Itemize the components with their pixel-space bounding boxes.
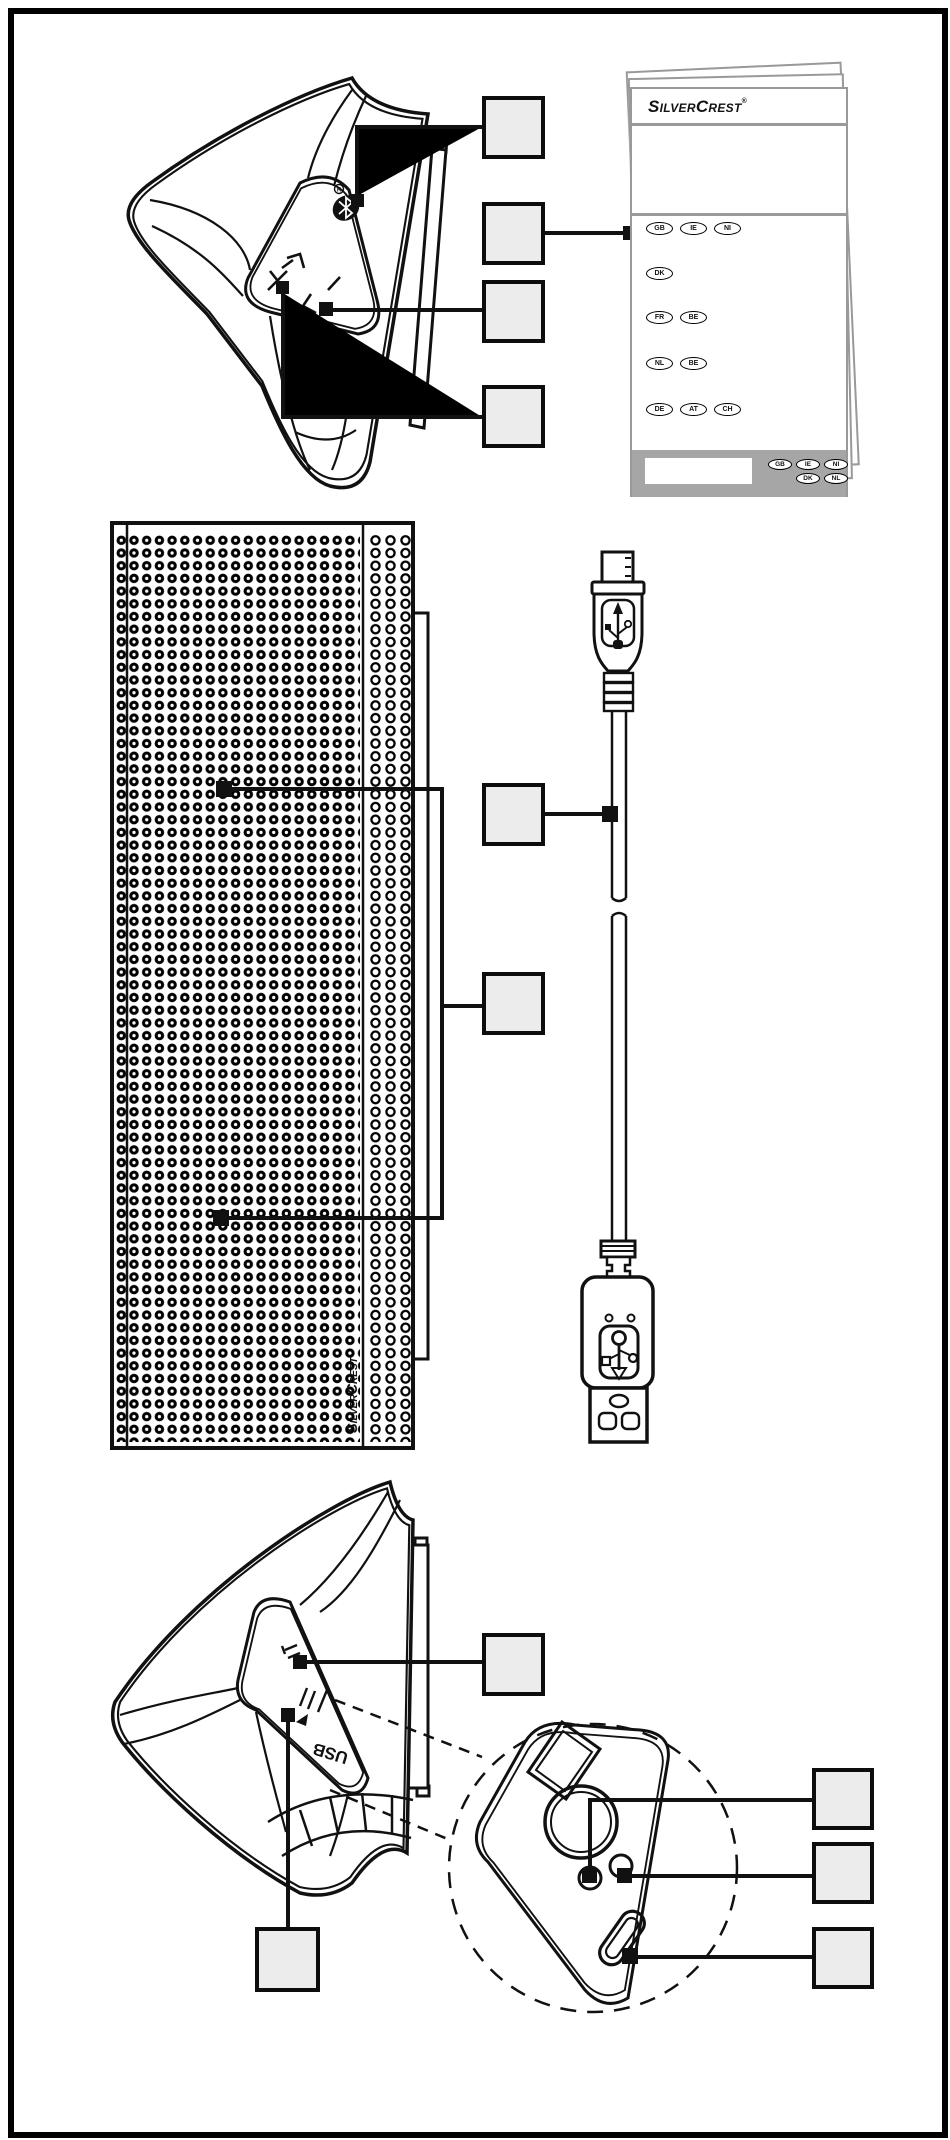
booklet-barcode-area — [645, 458, 752, 484]
language-badge: BE — [680, 311, 707, 324]
language-badge: DK — [796, 473, 820, 484]
language-row — [646, 267, 673, 280]
usb-cable — [582, 552, 653, 1442]
usb-a-hole — [610, 1395, 628, 1407]
callout-dot-mute — [276, 281, 289, 294]
language-badge: FR — [646, 311, 673, 324]
language-badge: NL — [646, 357, 673, 370]
language-row — [646, 222, 741, 235]
usb-a-dimple — [606, 1315, 613, 1322]
device-outline — [113, 1482, 413, 1895]
callout-box-usb-cable — [482, 783, 545, 846]
callout-box-call-button — [482, 280, 545, 343]
callout-dot-port-right — [617, 1868, 632, 1883]
usb-a-collar — [601, 1241, 635, 1257]
language-badge: DK — [646, 267, 673, 280]
grille-side-perforation — [368, 534, 412, 1442]
callout-box-small-port — [812, 1842, 874, 1904]
booklet-brand-logo: SilverCrest® — [648, 97, 748, 116]
callout-dot-usb-label — [281, 1708, 295, 1722]
strain-relief-rib — [604, 693, 633, 702]
language-badge: IE — [680, 222, 707, 235]
callout-dot-call — [319, 302, 333, 316]
callout-dot-usb-port — [622, 1948, 638, 1964]
quick-start-guide — [630, 87, 848, 497]
usb-a-hole — [622, 1413, 639, 1429]
booklet-footer-band — [632, 450, 846, 497]
usb-a-hole — [599, 1413, 616, 1429]
language-badge: GB — [768, 459, 792, 470]
booklet-rule — [632, 123, 846, 126]
booklet-front-page — [630, 87, 848, 497]
language-badge: NI — [714, 222, 741, 235]
callout-box-bluetooth-button — [482, 96, 545, 159]
usb-a-neck — [607, 1257, 630, 1277]
callout-box-micro-usb-port — [812, 1927, 874, 1989]
language-badge: IE — [796, 459, 820, 470]
language-badge: CH — [714, 403, 741, 416]
language-badge: GB — [646, 222, 673, 235]
language-badge: NL — [824, 473, 848, 484]
cable-wire — [612, 711, 626, 1241]
strain-relief-rib — [604, 673, 633, 682]
callout-dot-port-left — [582, 1868, 597, 1883]
language-row — [646, 311, 707, 324]
callout-dot-mic-1 — [216, 781, 232, 797]
footer-language-row — [796, 473, 848, 484]
panel-brand-vertical: SilverCrest — [345, 1357, 361, 1433]
callout-dot-controls — [293, 1655, 307, 1669]
language-row — [646, 357, 707, 370]
usb-a-dimple — [628, 1315, 635, 1322]
strain-relief-rib — [604, 703, 633, 711]
callout-box-usb-label — [255, 1927, 320, 1992]
callout-box-microphones — [482, 972, 545, 1035]
callout-dot-mic-2 — [213, 1210, 229, 1226]
language-badge: DE — [646, 403, 673, 416]
language-badge: NI — [824, 459, 848, 470]
language-row — [646, 403, 741, 416]
callout-dot-cable — [602, 806, 618, 822]
callout-box-bottom-controls — [482, 1633, 545, 1696]
language-badge: BE — [680, 357, 707, 370]
grille-perforation — [114, 534, 360, 1442]
svg-text:R: R — [336, 187, 342, 194]
language-badge: AT — [680, 403, 707, 416]
usb-label: USB — [310, 1738, 351, 1768]
micro-usb-shoulder — [592, 582, 644, 594]
strain-relief-rib — [604, 683, 633, 692]
footer-language-row — [768, 459, 848, 470]
callout-box-quick-start-guide — [482, 202, 545, 265]
booklet-rule — [632, 213, 846, 216]
callout-box-mute-button — [482, 385, 545, 448]
callout-box-audio-jack — [812, 1768, 874, 1830]
